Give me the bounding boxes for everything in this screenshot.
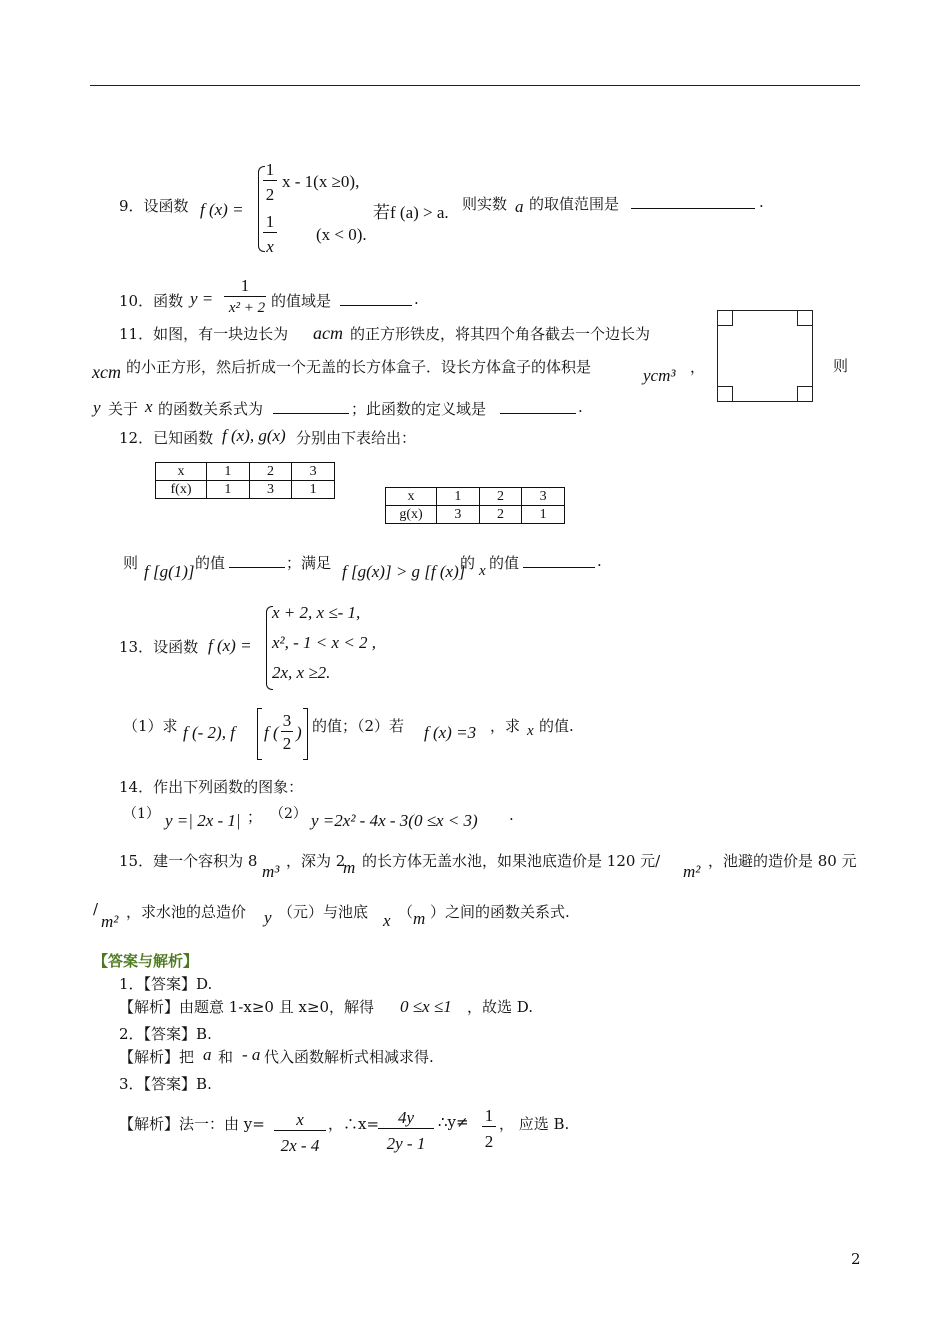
- answers-heading: 【答案与解析】: [93, 952, 199, 970]
- q15-l2c: （: [398, 903, 414, 921]
- q15-l1c: 的长方体无盖水池，如果池底造价是 120 元/: [362, 852, 661, 870]
- q9-var: a: [515, 197, 524, 216]
- q9-rest: 则实数: [462, 195, 508, 213]
- q10-tail: 的值域是: [271, 292, 332, 310]
- q9-half-num: 1: [263, 160, 277, 181]
- answer-3-tail: ， 应选 B.: [499, 1115, 570, 1133]
- q14-s1: （1）: [123, 806, 160, 822]
- q11-line3b: ；此函数的定义域是: [351, 400, 487, 418]
- q15-m2b: m²: [101, 912, 119, 931]
- q11-guanyu: 关于: [108, 400, 139, 418]
- q9-inv-den: x: [266, 237, 274, 256]
- q12-tail: 分别由下表给出：: [296, 429, 417, 447]
- q15-m-unit: m: [413, 909, 426, 928]
- q15-l1b: ，深为 2: [286, 852, 346, 870]
- q11-x: x: [145, 397, 153, 416]
- table-g-cell: 3: [522, 488, 565, 506]
- q10-num: 1: [224, 276, 266, 297]
- q15-m2: m²: [683, 862, 701, 881]
- q13-case3: 2x, x ≥2.: [272, 663, 331, 682]
- q11-line1a: 11．如图，有一块边长为: [119, 325, 289, 343]
- table-f-row: [156, 463, 335, 481]
- q10-end: .: [414, 290, 419, 308]
- answer-3-frac3-den: 2: [484, 1132, 494, 1151]
- answer-1-expr: 0 ≤x ≤1: [400, 997, 452, 1016]
- q15-l1a: 15．建一个容积为 8: [119, 852, 258, 870]
- q13-frac-den: 2: [282, 734, 292, 753]
- table-g-cell: 1: [437, 488, 480, 506]
- table-g-cell: g(x): [386, 506, 437, 524]
- q15-x: x: [383, 911, 391, 930]
- table-f-cell: f(x): [156, 481, 207, 499]
- q13-e2: f (: [264, 723, 279, 742]
- q10-y: y =: [190, 289, 214, 308]
- q11-line2: 的小正方形，然后折成一个无盖的长方体盒子．设长方体盒子的体积是: [126, 358, 592, 376]
- q14-f1: y =| 2x - 1|: [165, 811, 241, 830]
- q12-funcs: f (x), g(x): [222, 426, 286, 445]
- q11-xcm: xcm: [92, 362, 121, 382]
- q15-m3: m³: [262, 862, 280, 881]
- q9-case2: (x < 0).: [316, 225, 367, 244]
- answer-2-explain: 【解析】把: [119, 1048, 195, 1066]
- answer-3-frac2-den: 2y - 1: [386, 1134, 426, 1153]
- answer-3-frac1-num: x: [274, 1110, 326, 1131]
- q13-bracket-l: [257, 708, 262, 760]
- q14-s2: （2）: [270, 806, 307, 822]
- q15-l2a: ，求水池的总造价: [126, 903, 247, 921]
- q13-e1: f (- 2), f: [183, 723, 235, 742]
- answer-2-and: 和: [218, 1048, 234, 1066]
- q11-ycm: ycm³: [643, 366, 676, 385]
- q11-func-blank: [273, 398, 349, 414]
- answer-3: 3．【答案】B.: [119, 1075, 212, 1093]
- answer-1-tail: ，故选 D.: [467, 998, 534, 1016]
- answer-3-so-y: ∴y≠: [438, 1113, 469, 1131]
- page-number: 2: [851, 1250, 861, 1268]
- q9-answer-blank: [631, 193, 755, 209]
- q11-ze: 则: [833, 357, 849, 375]
- q13-e3: ): [296, 723, 302, 742]
- q13-frac-num: 3: [282, 711, 292, 730]
- q13-case1: x + 2, x ≤- 1,: [272, 603, 361, 622]
- corner-cut-br: [797, 386, 813, 402]
- answer-2-neg-a: - a: [242, 1045, 261, 1064]
- q13-e4: f (x) =3: [424, 723, 477, 742]
- q13-lead: 13．设函数: [119, 638, 199, 656]
- q13-case2: x², - 1 < x < 2 ,: [272, 633, 377, 652]
- table-g-row: [386, 506, 565, 524]
- q12-end: .: [597, 552, 602, 570]
- q15-l1d: ，池避的造价是 80 元: [708, 852, 857, 870]
- q9-case1: x - 1(x ≥0),: [282, 172, 360, 191]
- q11-line1b: 的正方形铁皮，将其四个角各截去一个边长为: [350, 325, 651, 343]
- table-g-cell: 2: [479, 488, 522, 506]
- answer-3-explain: 【解析】法一：由 y=: [119, 1115, 265, 1133]
- q9-end: .: [759, 193, 764, 211]
- q9-tail: 的取值范围是: [529, 195, 620, 213]
- table-f-cell: 3: [249, 481, 292, 499]
- table-f-cell: 1: [207, 463, 250, 481]
- q11-acm: acm: [313, 323, 343, 343]
- q11-y: y: [93, 398, 101, 417]
- q9-fx: f (x) =: [200, 200, 244, 219]
- q9-inv-num: 1: [263, 212, 277, 233]
- answer-2: 2．【答案】B.: [119, 1025, 212, 1043]
- table-f-cell: 1: [292, 481, 335, 499]
- q10-lead: 10．函数: [119, 292, 184, 310]
- q13-p4: 的值.: [539, 717, 574, 735]
- table-f-cell: 2: [249, 463, 292, 481]
- table-f-row: [156, 481, 335, 499]
- table-g-cell: x: [386, 488, 437, 506]
- q13-bracket-r: [303, 708, 308, 760]
- q15-m: m: [343, 858, 356, 877]
- table-g: [385, 487, 565, 524]
- q12-de3: 的值: [489, 554, 520, 572]
- q15-l2b: （元）与池底: [278, 903, 369, 921]
- q9-cond: 若f (a) > a.: [373, 203, 449, 222]
- header-rule: [90, 85, 860, 86]
- q10-den: x² + 2: [228, 300, 266, 316]
- q12-sep: ；满足: [286, 554, 332, 572]
- table-g-cell: 1: [522, 506, 565, 524]
- q14-f2: y =2x² - 4x - 3(0 ≤x < 3): [311, 811, 478, 830]
- table-f: [155, 462, 335, 499]
- corner-cut-bl: [717, 386, 733, 402]
- answer-2-tail: 代入函数解析式相减求得.: [264, 1048, 434, 1066]
- q12-xv: x: [479, 563, 486, 579]
- q12-blank1: [229, 552, 285, 568]
- answer-2-a: a: [203, 1045, 212, 1064]
- table-f-cell: 3: [292, 463, 335, 481]
- q13-p1: （1）求: [123, 717, 178, 735]
- answer-1: 1．【答案】D.: [119, 975, 213, 993]
- table-f-cell: 1: [207, 481, 250, 499]
- answer-3-so-x: ，∴x=: [328, 1115, 380, 1133]
- answer-1-explain: 【解析】由题意 1-x≥0 且 x≥0，解得: [119, 998, 375, 1016]
- q11-domain-blank: [500, 398, 576, 414]
- table-g-row: [386, 488, 565, 506]
- answer-3-frac1-den: 2x - 4: [280, 1136, 320, 1155]
- q13-p3: ，求: [490, 717, 521, 735]
- q14-dot: .: [509, 806, 514, 824]
- q15-l2d: ）之间的函数关系式.: [430, 903, 570, 921]
- sheet-figure: [717, 310, 813, 402]
- q15-slash: /: [93, 900, 99, 918]
- q14-lead: 14．作出下列函数的图象：: [119, 778, 304, 796]
- table-g-cell: 3: [437, 506, 480, 524]
- q11-line3a: 的函数关系式为: [158, 400, 264, 418]
- q13-p2: 的值；（2）若: [312, 717, 405, 735]
- q12-de2: 的: [460, 554, 476, 572]
- table-f-cell: x: [156, 463, 207, 481]
- q12-de1: 的值: [195, 554, 226, 572]
- q12-lead: 12．已知函数: [119, 429, 214, 447]
- q10-answer-blank: [340, 290, 412, 306]
- corner-cut-tr: [797, 310, 813, 326]
- q11-end: .: [578, 398, 583, 416]
- q11-comma: ，: [690, 358, 706, 376]
- q9-lead: 9．设函数: [119, 197, 189, 215]
- q12-expr1: f [g(1)]: [144, 562, 195, 581]
- q12-blank2: [523, 552, 595, 568]
- corner-cut-tl: [717, 310, 733, 326]
- q12-expr2: f [g(x)] > g [f (x)]: [342, 562, 466, 581]
- table-g-cell: 2: [479, 506, 522, 524]
- answer-3-frac2-num: 4y: [378, 1108, 434, 1129]
- q12-ze: 则: [123, 554, 139, 572]
- q15-y: y: [264, 908, 272, 927]
- q14-semi: ；: [247, 808, 263, 826]
- q9-half-den: 2: [265, 185, 275, 204]
- answer-3-frac3-num: 1: [482, 1106, 496, 1127]
- q13-xv: x: [527, 723, 534, 739]
- q13-fx: f (x) =: [208, 636, 252, 655]
